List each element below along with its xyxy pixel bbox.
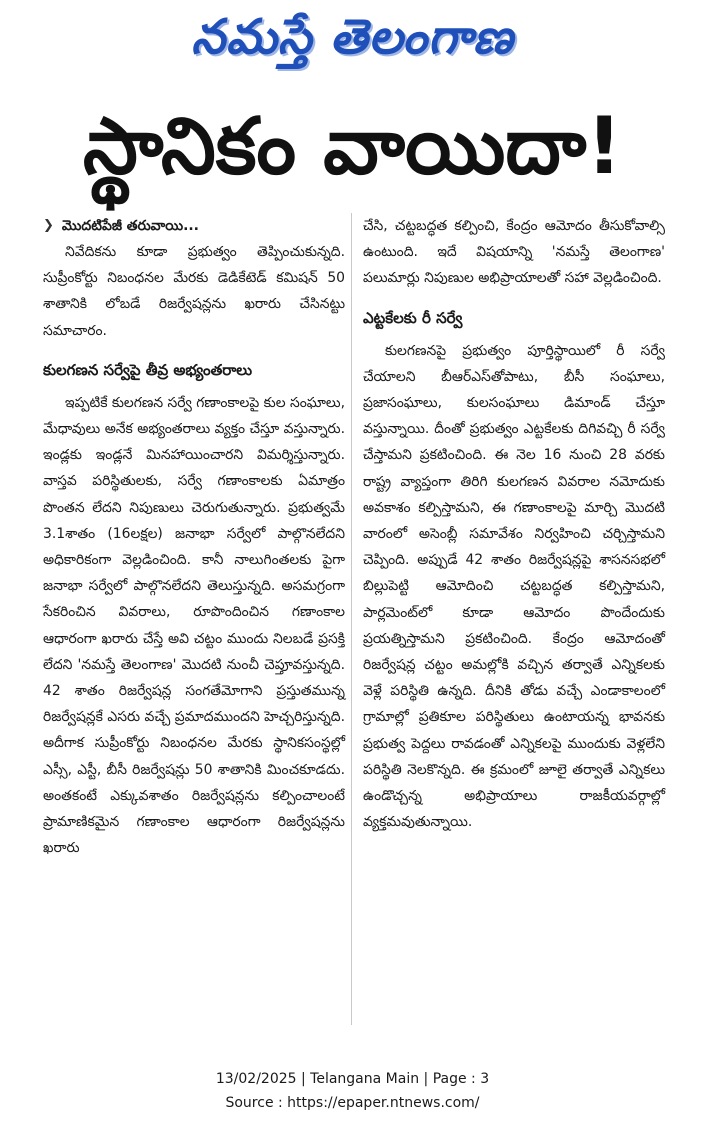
left-paragraph-2: ఇప్పటికే కులగణన సర్వే గణాంకాలపై కుల సంఘాలు, మేధావులు అనేక అభ్యంతరాలు వ్యక్తం చేస్తూ వస్తున్నారు. ఇండ్లకు ఇండ్లనే మినహాయించారని విమర్శిస్తున్నారు. వాస్తవ పరిస్థితులకు, సర్వే గణాంకాలకు ఏమాత్రం పొంతన లేదని నిపుణులు చెరుగుతున్నారు. ప్రభుత్వమే 3.1శాతం (16లక్షల) జనాభా సర్వేలో పాల్గొనలేదని అధికారికంగా వెల్లడించింది. కానీ నాలుగింతలకు పైగా జనాభా సర్వేలో పాల్గొనలేదని తెలుస్తున్నది. అసమగ్రంగా సేకరించిన వివరాలు, రూపొందించిన గణాంకాల ఆధారంగా ఖరారు చేస్తే అవి చట్టం ముందు నిలబడే ప్రసక్తి లేదని 'నమస్తే తెలంగాణ' మొదటి నుంచీ చెప్తూవస్తున్నది. 42 శాతం రిజర్వేషన్ల సంగతేమోగాని ప్రస్తుతమున్న రిజర్వేషన్లకే ఎసరు వచ్చే ప్రమాదముందని హెచ్చరిస్తున్నది. అదీగాక సుప్రీంకోర్టు నిబంధనల మేరకు స్థానికసంస్థల్లో ఎస్సీ, ఎస్టీ, బీసీ రిజర్వేషన్లు 50 శాతానికి మించకూడదు. అంతకంటే ఎక్కువశాతం రిజర్వేషన్లను కల్పించాలంటే ప్రామాణికమైన గణాంకాల ఆధారంగా రిజర్వేషన్లను ఖరారు [43,394,345,857]
masthead-title: నమస్తే తెలంగాణ [191,9,514,65]
right-paragraph-1: చేసి, చట్టబద్ధత కల్పించి, కేంద్రం ఆమోదం తీసుకోవాల్సి ఉంటుంది. ఇదే విషయాన్ని 'నమస్తే తెలంగాణ' పలుమార్లు నిపుణుల అభిప్రాయాలతో సహా వెల్లడించింది. [363,218,665,287]
right-subheading: ఎట్టకేలకు రీ సర్వే [363,308,463,327]
left-paragraph-1: నివేదికను కూడా ప్రభుత్వం తెప్పించుకున్నది. సుప్రీంకోర్టు నిబంధనల మేరకు డెడికేటెడ్ కమిషన్ 50 శాతానికి లోబడే రిజర్వేషన్లను ఖరారు చేసినట్టు సమాచారం. [43,244,345,339]
article-left-column [43,213,345,861]
page-footer [0,1067,705,1115]
newspaper-masthead [0,8,705,78]
footer-source: Source : https://epaper.ntnews.com/ [225,1095,480,1111]
column-divider [351,213,352,1025]
chevron-right-icon: ❯ [43,217,54,233]
footer-date-edition: 13/02/2025 | Telangana Main | Page : 3 [215,1071,490,1087]
left-subheading: కులగణన సర్వేపై తీవ్ర అభ్యంతరాలు [43,360,253,379]
right-paragraph-2: కులగణనపై ప్రభుత్వం పూర్తిస్థాయిలో రీ సర్వే చేయాలని బీఆర్ఎస్‌తోపాటు, బీసీ సంఘాలు, ప్రజాసంఘాలు, కులసంఘాలు డిమాండ్ చేస్తూ వస్తున్నాయి. దీంతో ప్రభుత్వం ఎట్టకేలకు దిగివచ్చి రీ సర్వే చేస్తామని ప్రకటించింది. ఈ నెల 16 నుంచి 28 వరకు రాష్ట్ర వ్యాప్తంగా తిరిగి కులగణన వివరాల నమోదుకు అవకాశం కల్పిస్తామని, ఈ గణాంకాలపై మార్చి మొదటి వారంలో అసెంబ్లీ సమావేశం నిర్వహించి చర్చిస్తామని చెప్పింది. అప్పుడే 42 శాతం రిజర్వేషన్లపై శాసనసభలో బిల్లుపెట్టి ఆమోదించి చట్టబద్ధత కల్పిస్తామని, పార్లమెంట్‌లో కూడా ఆమోదం పొందేందుకు ప్రయత్నిస్తామని ప్రకటించింది. కేంద్రం ఆమోదంతో రిజర్వేషన్ల చట్టం అమల్లోకి వచ్చిన తర్వాతే ఎన్నికలకు వెళ్లే పరిస్థితి ఉన్నది. దీనికి తోడు వచ్చే ఎండాకాలంలో గ్రామాల్లో ప్రతికూల పరిస్థితులు ఉంటాయన్న భావనకు ప్రభుత్వ పెద్దలు రావడంతో ఎన్నికలపై ముందుకు వెళ్లలేని పరిస్థితి నెలకొన్నది. ఈ క్రమంలో జూలై తర్వాతే ఎన్నికలు ఉండొచ్చన్న అభిప్రాయాలు రాజకీయవర్గాల్లో వ్యక్తమవుతున్నాయి. [363,342,665,831]
continued-from-front-page [43,213,345,239]
article-headline [0,100,705,212]
continued-label: మొదటిపేజీ తరువాయి... [61,217,199,234]
article-right-column [363,213,665,835]
headline-text: స్థానికం వాయిదా! [83,101,622,192]
